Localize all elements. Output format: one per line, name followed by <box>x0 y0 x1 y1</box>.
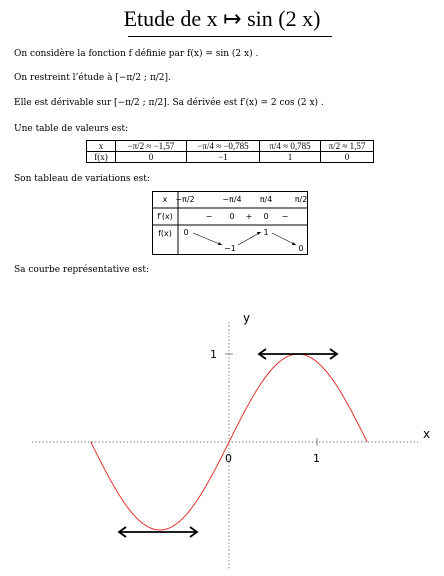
values-fx-header: f(x) <box>87 152 116 163</box>
text-restriction: On restreint l’étude à [−π/2 ; π/2]. <box>14 73 171 83</box>
values-x-cell: π/2 ≈ 1,57 <box>321 141 374 152</box>
text-derivative: Elle est dérivable sur [−π/2 ; π/2]. Sa dérivée est f′(x) = 2 cos (2 x) . <box>14 98 324 108</box>
values-fx-cell: −1 <box>187 152 260 163</box>
page-title: Etude de x ↦ sin (2 x) <box>123 6 321 31</box>
variation-f-value: 0 <box>298 244 304 253</box>
variation-f-value: 0 <box>183 228 189 237</box>
text-curve-intro: Sa courbe représentative est: <box>14 265 149 275</box>
x-axis-label: x <box>423 427 431 441</box>
variation-fprime-zero: 0 <box>229 212 235 221</box>
variation-f-value: −1 <box>224 244 236 253</box>
values-x-cell: −π/2 ≈ −1,57 <box>116 141 187 152</box>
variation-f-header: f(x) <box>158 229 172 238</box>
text-value-table-intro: Une table de valeurs est: <box>14 124 129 134</box>
variation-x-cell: π/2 <box>294 195 308 204</box>
variation-fprime-sign: + <box>245 212 253 221</box>
values-fx-cell: 1 <box>260 152 321 163</box>
sine-curve <box>91 354 367 530</box>
variation-x-cell: −π/4 <box>222 195 242 204</box>
variation-fprime-zero: 0 <box>263 212 269 221</box>
variation-x-header: x <box>162 195 168 204</box>
variation-fprime-sign: − <box>205 212 213 221</box>
variation-x-cell: π/4 <box>259 195 273 204</box>
values-fx-cell: 0 <box>116 152 187 163</box>
variation-fprime-header: f′(x) <box>157 212 173 221</box>
values-x-cell: −π/4 ≈ −0,785 <box>187 141 260 152</box>
variation-x-cell: −π/2 <box>175 195 195 204</box>
text-definition: On considère la fonction f définie par f(x) = sin (2 x) . <box>14 49 259 59</box>
values-fx-cell: 0 <box>321 152 374 163</box>
variation-f-value: 1 <box>263 228 269 237</box>
variation-fprime-sign: − <box>281 212 289 221</box>
text-variation-intro: Son tableau de variations est: <box>14 174 150 184</box>
values-x-cell: π/4 ≈ 0,785 <box>260 141 321 152</box>
y-axis-label: y <box>243 311 251 325</box>
origin-label: 0 <box>225 452 232 465</box>
y-tick-label: 1 <box>210 348 217 361</box>
values-x-header: x <box>87 141 116 152</box>
x-tick-label: 1 <box>313 452 320 465</box>
